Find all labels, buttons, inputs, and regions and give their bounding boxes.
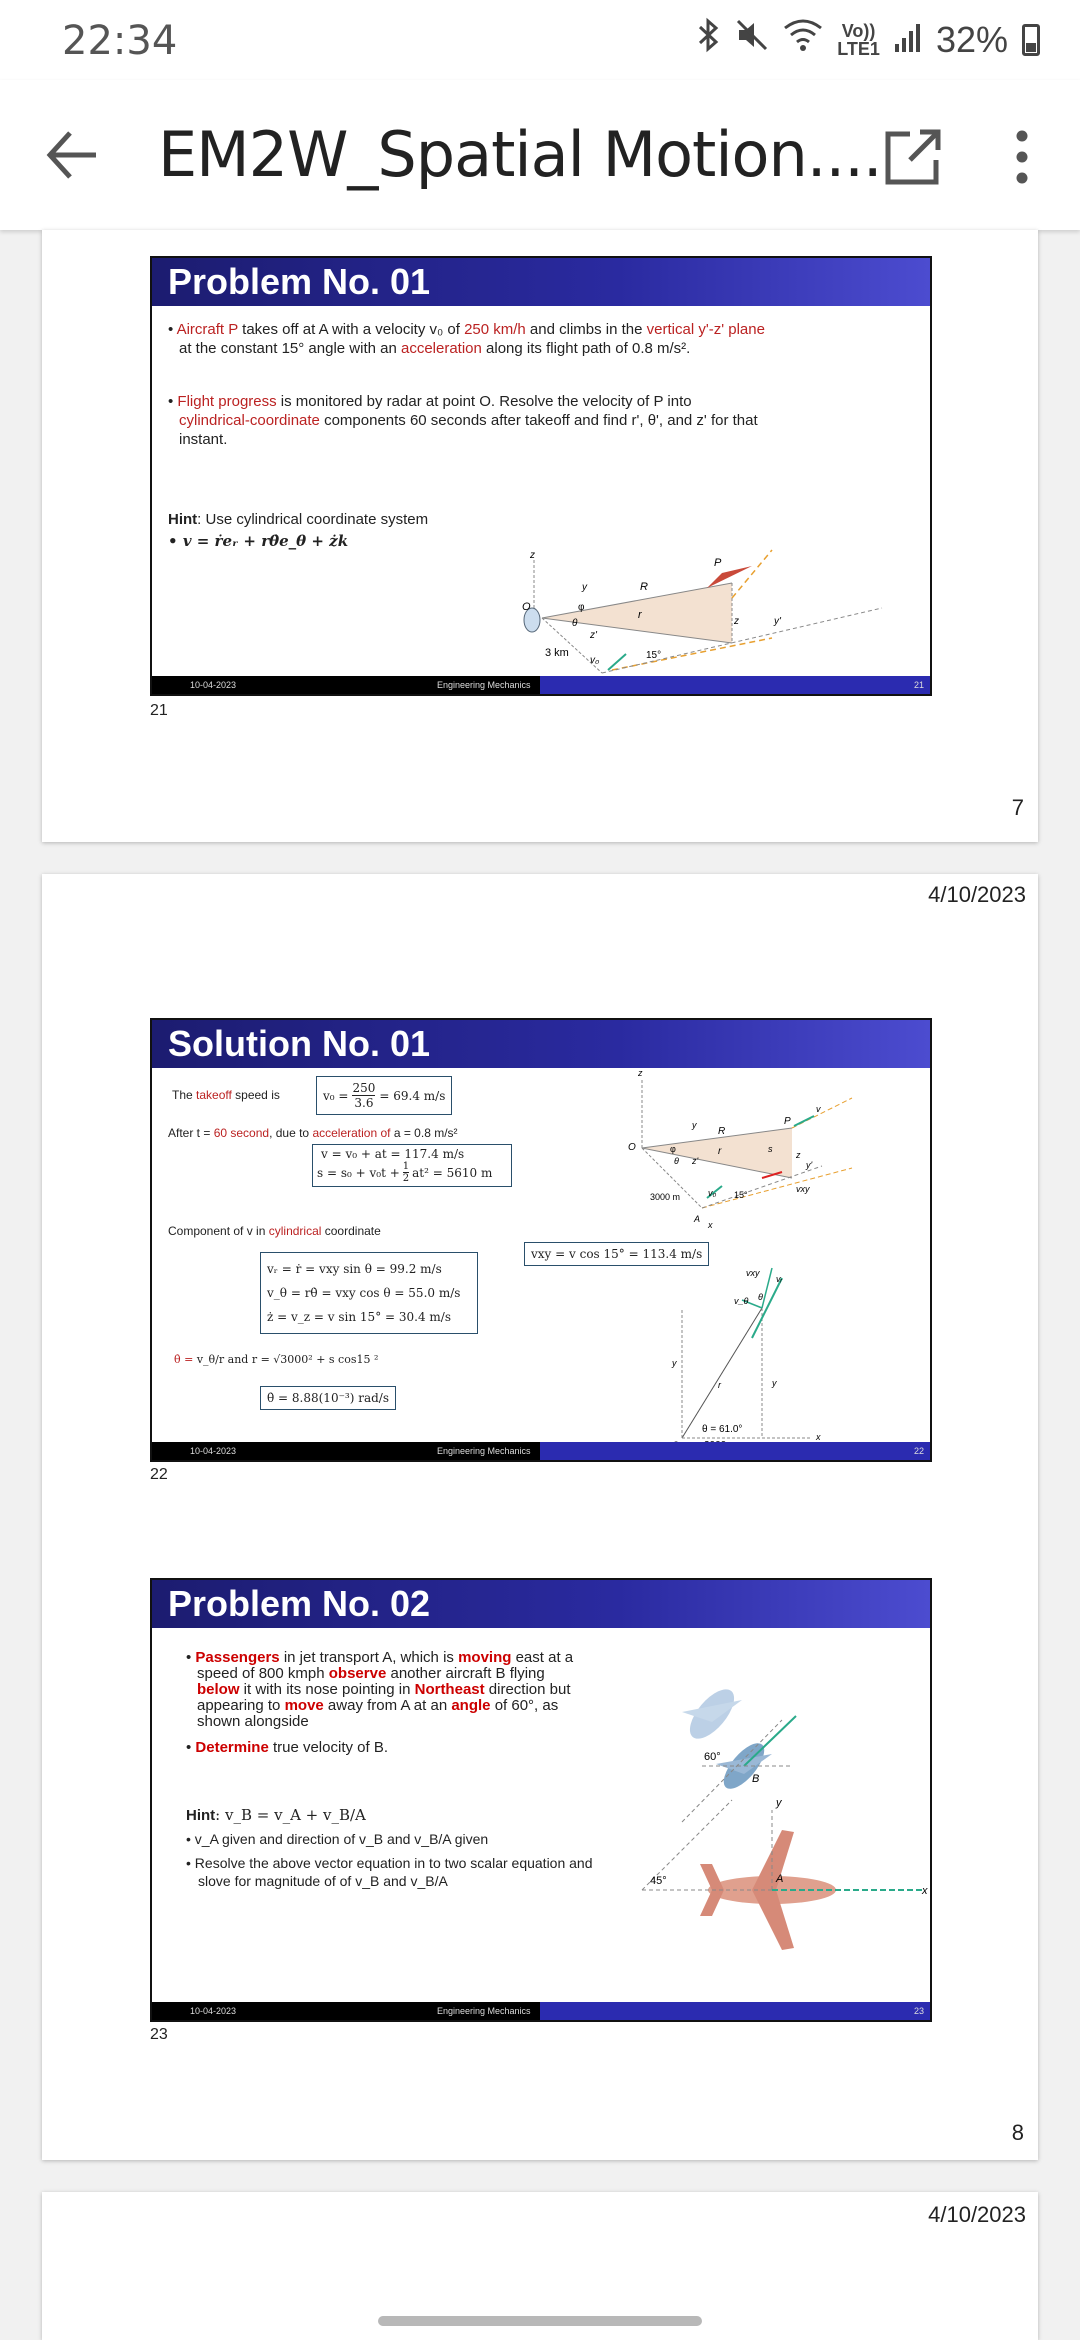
app-bar (0, 80, 1080, 230)
more-vert-icon (1000, 124, 1044, 190)
figure-label: y' (774, 616, 781, 627)
text-run: The (172, 1088, 197, 1102)
volte-label: Vo)) (841, 20, 876, 41)
figure-label: θ (674, 1156, 679, 1166)
figure-label: P (714, 557, 722, 569)
slide-bullet (168, 320, 888, 339)
footer-date: 10-04-2023 (190, 680, 237, 690)
bluetooth-icon (697, 18, 721, 61)
status-icons (697, 18, 1040, 61)
pdf-page (42, 874, 1038, 2160)
figure-label: y (582, 582, 587, 593)
figure-label: z (734, 616, 739, 627)
text-run: 60 second (213, 1126, 270, 1140)
slide-number-label: 22 (150, 1466, 168, 1483)
text-run: After t = (168, 1126, 214, 1140)
figure-label: 15° (734, 1190, 748, 1200)
slide-line (186, 1682, 706, 1698)
text-run: θ̇ = (174, 1353, 197, 1366)
text-run: cylindrical-coordinate (179, 412, 320, 429)
hint-text (168, 510, 428, 529)
text-run: along its flight path of 0.8 m/s². (481, 340, 691, 357)
text-run: Determine (195, 1739, 269, 1756)
text-run: Component of v in (168, 1224, 269, 1238)
slide-title: Problem No. 02 (152, 1580, 930, 1628)
text-run: 250 km/h (464, 321, 526, 338)
figure-label: R (640, 581, 648, 593)
equation-box (316, 1076, 452, 1115)
figure-label: A (776, 1873, 784, 1885)
slide-text: instant. (179, 431, 228, 448)
slide-text (174, 1350, 378, 1369)
slide-number-label: 23 (150, 2026, 168, 2043)
text-run: speed is (231, 1088, 280, 1102)
footer-course: Engineering Mechanics (437, 1446, 531, 1456)
equation-line (317, 1161, 507, 1184)
figure-label: z (530, 550, 535, 561)
text-run: vᵣ = ṙ = vxy sin θ = 99.2 m/s (267, 1262, 442, 1276)
figure-label: A (694, 1214, 701, 1224)
text-run: moving (458, 1649, 512, 1666)
text-run: v₀ = (323, 1088, 349, 1103)
figure-label: vxy (796, 1184, 810, 1194)
text-run: angle (451, 1697, 491, 1714)
open-external-icon (880, 124, 946, 190)
text-run: = 69.4 m/s (379, 1088, 446, 1103)
slide-title: Problem No. 01 (152, 258, 930, 306)
slide-text (172, 1086, 280, 1105)
slide-solution-01 (150, 1018, 932, 1462)
slide-text (168, 1222, 381, 1241)
text-run: below (197, 1681, 240, 1698)
figure-label: y' (806, 1160, 813, 1170)
text-run: 250 (352, 1081, 376, 1095)
fraction (352, 1081, 375, 1110)
text-run: v = v₀ + at = 117.4 m/s (321, 1147, 465, 1161)
text-run: observe (328, 1665, 387, 1682)
fraction (403, 1161, 409, 1184)
figure-label: y (672, 1358, 677, 1368)
arrow-left-icon (40, 120, 110, 190)
text-run: move (284, 1697, 324, 1714)
aircraft-radar-figure (522, 448, 932, 678)
figure-label: v₀ (708, 1188, 717, 1198)
slide-number-label: 21 (150, 702, 168, 719)
footer-course: Engineering Mechanics (437, 2006, 531, 2016)
text-run: : Use cylindrical coordinate system (197, 511, 429, 528)
slide-line (186, 1698, 706, 1714)
figure-label: y (776, 1797, 782, 1809)
text-run: vertical y'-z' plane (646, 321, 765, 338)
text-run: v_θ = rθ̇ = vxy cos θ = 55.0 m/s (267, 1286, 461, 1300)
text-run: , due to (269, 1126, 313, 1140)
figure-label: v₀ (590, 655, 600, 666)
text-run: Aircraft P (176, 321, 238, 338)
solution-figure (622, 1068, 932, 1448)
equation-box: vxy = v cos 15° = 113.4 m/s (524, 1242, 709, 1266)
figure-label: x (708, 1220, 713, 1230)
document-title: EM2W_Spatial Motion.... (158, 118, 882, 191)
footer-accent (540, 676, 930, 694)
back-button[interactable] (40, 120, 110, 190)
text-run: it with its nose pointing in (239, 1681, 415, 1698)
figure-label: y (692, 1120, 697, 1130)
text-run: Northeast (414, 1681, 485, 1698)
figure-label: 60° (704, 1751, 721, 1763)
figure-label: 45° (650, 1875, 667, 1887)
battery-percent: 32% (935, 18, 1008, 60)
figure-label: z (638, 1068, 643, 1078)
text-run: acceleration of (312, 1126, 391, 1140)
figure-label: x (816, 1432, 821, 1442)
figure-label: B (752, 1773, 760, 1785)
page-date: 4/10/2023 (928, 2202, 1026, 2227)
text-run: speed of 800 kmph (197, 1665, 329, 1682)
text-run: v = ṙeᵣ + rθ̇e_θ + żk (182, 532, 349, 550)
footer-date: 10-04-2023 (190, 2006, 237, 2016)
slide-bullet (186, 1740, 706, 1756)
text-run: takeoff (196, 1088, 232, 1102)
text-run: s = s₀ + v₀t + (317, 1165, 400, 1180)
slide-text (168, 1124, 458, 1143)
text-run: of 60°, as (490, 1697, 559, 1714)
slide-bullet (168, 392, 888, 411)
page-number: 8 (1011, 2120, 1024, 2145)
text-run: at the constant 15° angle with an (179, 340, 401, 357)
equation-box (260, 1252, 478, 1334)
text-run: Flight progress (177, 393, 277, 410)
signal-icon (894, 19, 922, 61)
figure-label: v_θ (734, 1296, 749, 1306)
slide-footer (152, 1442, 930, 1460)
text-run: takes off at A with a velocity v₀ of (238, 321, 465, 338)
text-run: east at a (511, 1649, 574, 1666)
text-run: away from A at an (323, 1697, 452, 1714)
text-run: in jet transport A, which is (279, 1649, 459, 1666)
slide-problem-02 (150, 1578, 932, 2022)
network-type (837, 22, 880, 58)
figure-label: z' (692, 1156, 699, 1166)
hint-bullet: • v_A given and direction of v_B and v_B/A given (186, 1830, 488, 1849)
figure-label: O (628, 1142, 636, 1153)
figure-label: θ = 61.0° (702, 1424, 743, 1435)
figure-label: θ (758, 1292, 763, 1302)
text-run: and climbs in the (525, 321, 647, 338)
figure-label: O (522, 601, 531, 613)
slide-bullet (186, 1650, 706, 1666)
figure-label: y (772, 1378, 777, 1388)
pdf-page (42, 230, 1038, 842)
text-run: components 60 seconds after takeoff and find r', θ', and z' for that (319, 412, 758, 429)
status-bar (0, 0, 1080, 80)
page-number: 7 (1011, 795, 1024, 820)
figure-label: φ (578, 602, 585, 613)
text-run: 1 (402, 1161, 410, 1172)
hint-text (186, 1806, 366, 1825)
text-run: ż = v_z = v sin 15° = 30.4 m/s (267, 1310, 451, 1324)
slide-problem-01 (150, 256, 932, 696)
figure-label: x (922, 1885, 928, 1897)
figure-label: θ (572, 618, 578, 629)
figure-label: R (718, 1126, 726, 1137)
figure-label: r (638, 609, 642, 621)
figure-label: z' (590, 630, 597, 641)
text-run: is monitored by radar at point O. Resolve the velocity of P into (276, 393, 692, 410)
wifi-icon (783, 18, 823, 61)
page-date: 4/10/2023 (928, 882, 1026, 907)
figure-label: r (718, 1380, 721, 1390)
hint-equation (168, 532, 348, 551)
slide-line: shown alongside (197, 1713, 309, 1730)
equation-box (312, 1144, 512, 1187)
figure-label: φ (670, 1144, 676, 1154)
slide-text (179, 411, 879, 430)
footer-accent (540, 2002, 930, 2020)
text-run: a = 0.8 m/s² (390, 1126, 458, 1140)
text-run: appearing to (197, 1697, 285, 1714)
slide-title: Solution No. 01 (152, 1020, 930, 1068)
text-run: direction but (484, 1681, 571, 1698)
footer-slide-number: 23 (913, 2006, 924, 2016)
slide-line (186, 1666, 706, 1682)
ghost-plane-icon (682, 1682, 742, 1746)
text-run: : v_B = v_A + v_B/A (215, 1806, 366, 1824)
figure-label: P (784, 1116, 791, 1127)
slide-footer (152, 676, 930, 694)
mute-icon (735, 18, 769, 61)
hint-label: Hint (186, 1807, 216, 1824)
text-run: at² = 5610 m (412, 1165, 493, 1180)
figure-label: 3 km (545, 647, 569, 659)
figure-label: vxy (746, 1268, 760, 1278)
text-run: 3.6 (354, 1096, 374, 1110)
footer-slide-number: 22 (913, 1446, 924, 1456)
figure-label: 15° (646, 650, 662, 661)
figure-label: v (816, 1104, 821, 1114)
figure-label: r (718, 1146, 722, 1157)
figure-label: z (796, 1150, 801, 1160)
figure-label: 3000 m (650, 1192, 681, 1202)
footer-course: Engineering Mechanics (437, 680, 531, 690)
text-run: true velocity of B. (268, 1739, 388, 1756)
aircraft-velocity-figure (650, 1650, 932, 1990)
footer-date: 10-04-2023 (190, 1446, 237, 1456)
gesture-nav-bar[interactable] (378, 2316, 702, 2326)
slide-footer (152, 2002, 930, 2020)
slide-text (179, 339, 879, 358)
status-time: 22:34 (62, 18, 178, 64)
text-run: another aircraft B flying (386, 1665, 545, 1682)
text-run: cylindrical (268, 1224, 322, 1238)
text-run: Passengers (195, 1649, 280, 1666)
battery-icon (1022, 24, 1040, 56)
footer-accent (540, 1442, 930, 1460)
lte-label: LTE1 (837, 38, 880, 59)
footer-slide-number: 21 (913, 680, 924, 690)
figure-label: s (768, 1144, 773, 1154)
text-run: coordinate (321, 1224, 381, 1238)
open-with-button[interactable] (880, 124, 946, 190)
text-run: 2 (402, 1173, 410, 1184)
more-options-button[interactable] (1000, 124, 1044, 190)
slide-paragraph (186, 1650, 706, 1756)
hint-text: slove for magnitude of of v_B and v_B/A (198, 1873, 448, 1889)
hint-bullet: • Resolve the above vector equation in to two scalar equation and (186, 1854, 593, 1873)
text-run: v_θ/r and r = √3000² + s cos15 ² (196, 1353, 379, 1366)
text-run: acceleration (400, 340, 482, 357)
hint-label: Hint (168, 511, 198, 528)
equation-box: θ̇ = 8.88(10⁻³) rad/s (260, 1386, 396, 1410)
figure-label: vᵣ (776, 1274, 783, 1284)
